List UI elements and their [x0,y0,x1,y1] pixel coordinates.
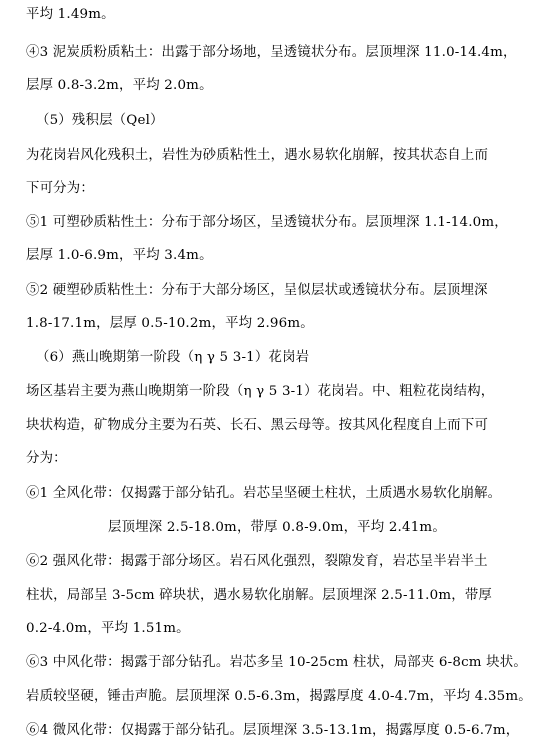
text-line: ⑤1 可塑砂质粘性土：分布于部分场区，呈透镜状分布。层顶埋深 1.1-14.0m， [26,215,508,230]
text-line: 下可分为： [26,181,94,196]
text-line: 层顶埋深 2.5-18.0m，带厚 0.8-9.0m，平均 2.41m。 [108,520,446,535]
text-line: 场区基岩主要为燕山晚期第一阶段（η γ 5 3-1）花岗岩。中、粗粒花岗结构， [26,384,495,399]
text-line: 0.2-4.0m，平均 1.51m。 [26,621,190,636]
text-line: 岩质较坚硬，锤击声脆。层顶埋深 0.5-6.3m，揭露厚度 4.0-4.7m，平均 4.35m。 [26,689,532,704]
text-line: 1.8-17.1m，层厚 0.5-10.2m，平均 2.96m。 [26,316,314,331]
text-line: 平均 1.49m。 [26,7,115,22]
text-line: 块状构造，矿物成分主要为石英、长石、黑云母等。按其风化程度自上而下可 [26,418,489,433]
text-line: 柱状，局部呈 3-5cm 碎块状，遇水易软化崩解。层顶埋深 2.5-11.0m，带厚 [26,588,493,603]
text-line: ④3 泥炭质粉质粘土：出露于部分场地，呈透镜状分布。层顶埋深 11.0-14.4m， [26,45,517,60]
section-heading: （5）残积层（Qel） [36,113,164,128]
text-line: 分为： [26,451,67,466]
text-line: ⑥2 强风化带：揭露于部分场区。岩石风化强烈，裂隙发育，岩芯呈半岩半土 [26,554,488,569]
text-line: 为花岗岩风化残积土，岩性为砂质粘性土，遇水易软化崩解，按其状态自上而 [26,148,489,163]
text-line: 层厚 0.8-3.2m，平均 2.0m。 [26,78,213,93]
text-line: ⑥1 全风化带：仅揭露于部分钻孔。岩芯呈坚硬土柱状，土质遇水易软化崩解。 [26,486,502,501]
text-line: ⑤2 硬塑砂质粘性土：分布于大部分场区，呈似层状或透镜状分布。层顶埋深 [26,283,488,298]
section-heading: （6）燕山晚期第一阶段（η γ 5 3-1）花岗岩 [36,350,310,365]
text-line: ⑥3 中风化带：揭露于部分钻孔。岩芯多呈 10-25cm 柱状，局部夹 6-8cm 块状。 [26,655,527,670]
text-line: 层厚 1.0-6.9m，平均 3.4m。 [26,248,213,263]
text-line: ⑥4 微风化带：仅揭露于部分钻孔。层顶埋深 3.5-13.1m，揭露厚度 0.5-6.7m， [26,723,520,738]
